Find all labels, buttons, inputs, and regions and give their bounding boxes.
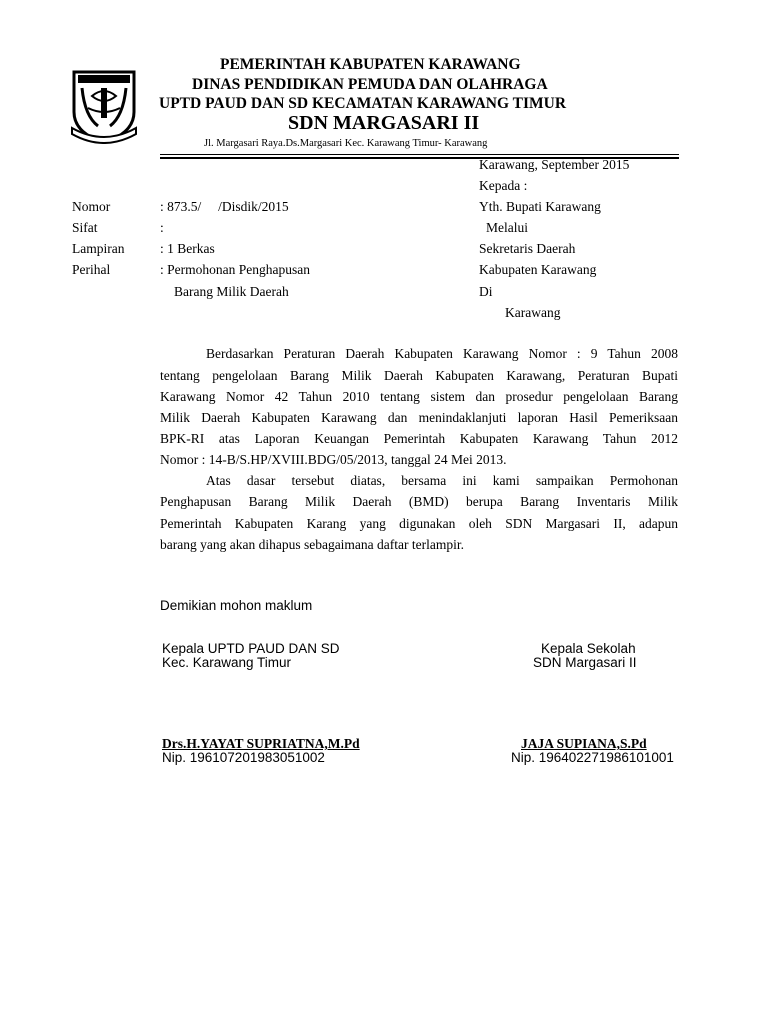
left-signer-name: Drs.H.YAYAT SUPRIATNA,M.Pd [162, 736, 360, 751]
left-signer-title: Kepala UPTD PAUD DAN SD [162, 641, 340, 656]
right-signer-subtitle: SDN Margasari II [533, 655, 637, 670]
meta-value-lampiran: : 1 Berkas [160, 241, 215, 256]
karawang-emblem-logo [68, 68, 140, 144]
closing-text: Demikian mohon maklum [160, 598, 313, 613]
paragraph2-line: Penghapusan Barang Milik Daerah (BMD) berupa Barang Inventaris Milik [160, 494, 678, 509]
right-signer-name: JAJA SUPIANA,S.Pd [521, 736, 647, 751]
left-signer-subtitle: Kec. Karawang Timur [162, 655, 292, 670]
recipient-line-6: Karawang [505, 305, 561, 320]
recipient-line-4: Kabupaten Karawang [479, 262, 597, 277]
paragraph1-line: Milik Daerah Kabupaten Karawang dan menindaklanjuti laporan Hasil Pemeriksaan [160, 410, 678, 425]
recipient-line-3: Sekretaris Daerah [479, 241, 576, 256]
paragraph2-line: Pemerintah Kabupaten Karang yang digunakan oleh SDN Margasari II, adapun [160, 516, 678, 531]
letterhead-address: Jl. Margasari Raya.Ds.Margasari Kec. Karawang Timur- Karawang [204, 138, 488, 149]
meta-label-perihal: Perihal [72, 262, 111, 277]
letterhead-department: DINAS PENDIDIKAN PEMUDA DAN OLAHRAGA [192, 76, 548, 93]
meta-value-perihal: : Permohonan Penghapusan [160, 262, 310, 277]
meta-value-sifat: : [160, 220, 164, 235]
recipient-line-2: Melalui [486, 220, 528, 235]
paragraph1-line: tentang pengelolaan Barang Milik Daerah Kabupaten Karawang, Peraturan Bupati [160, 368, 678, 383]
recipient-line-5: Di [479, 284, 493, 299]
right-signer-title: Kepala Sekolah [541, 641, 636, 656]
paragraph1-line: Nomor : 14-B/S.HP/XVIII.BDG/05/2013, tanggal 24 Mei 2013. [160, 452, 507, 467]
meta-label-sifat: Sifat [72, 220, 98, 235]
letterhead-school-name: SDN MARGASARI II [288, 112, 480, 134]
recipient-line-1: Yth. Bupati Karawang [479, 199, 601, 214]
right-signer-nip: Nip. 196402271986101001 [511, 750, 674, 765]
meta-value-nomor: : 873.5/ /Disdik/2015 [160, 199, 289, 214]
letterhead-unit: UPTD PAUD DAN SD KECAMATAN KARAWANG TIMUR [159, 95, 567, 112]
paragraph2-line: Atas dasar tersebut diatas, bersama ini kami sampaikan Permohonan [206, 473, 678, 488]
recipient-kepada: Kepada : [479, 178, 528, 193]
paragraph1-line: Berdasarkan Peraturan Daerah Kabupaten Karawang Nomor : 9 Tahun 2008 [206, 346, 678, 361]
letterhead-government: PEMERINTAH KABUPATEN KARAWANG [220, 56, 521, 73]
left-signer-nip: Nip. 19610720198305100​2 [162, 750, 325, 765]
meta-label-lampiran: Lampiran [72, 241, 125, 256]
letterhead-divider [160, 154, 679, 155]
paragraph1-line: BPK-RI atas Laporan Keuangan Pemerintah Kabupaten Karawang Tahun 2012 [160, 431, 678, 446]
place-date: Karawang, September 2015 [479, 157, 630, 172]
meta-perihal-continued: Barang Milik Daerah [174, 284, 289, 299]
paragraph2-line: barang yang akan dihapus sebagaimana daftar terlampir. [160, 537, 465, 552]
meta-label-nomor: Nomor [72, 199, 111, 214]
paragraph1-line: Karawang Nomor 42 Tahun 2010 tentang sistem dan prosedur pengelolaan Barang [160, 389, 678, 404]
